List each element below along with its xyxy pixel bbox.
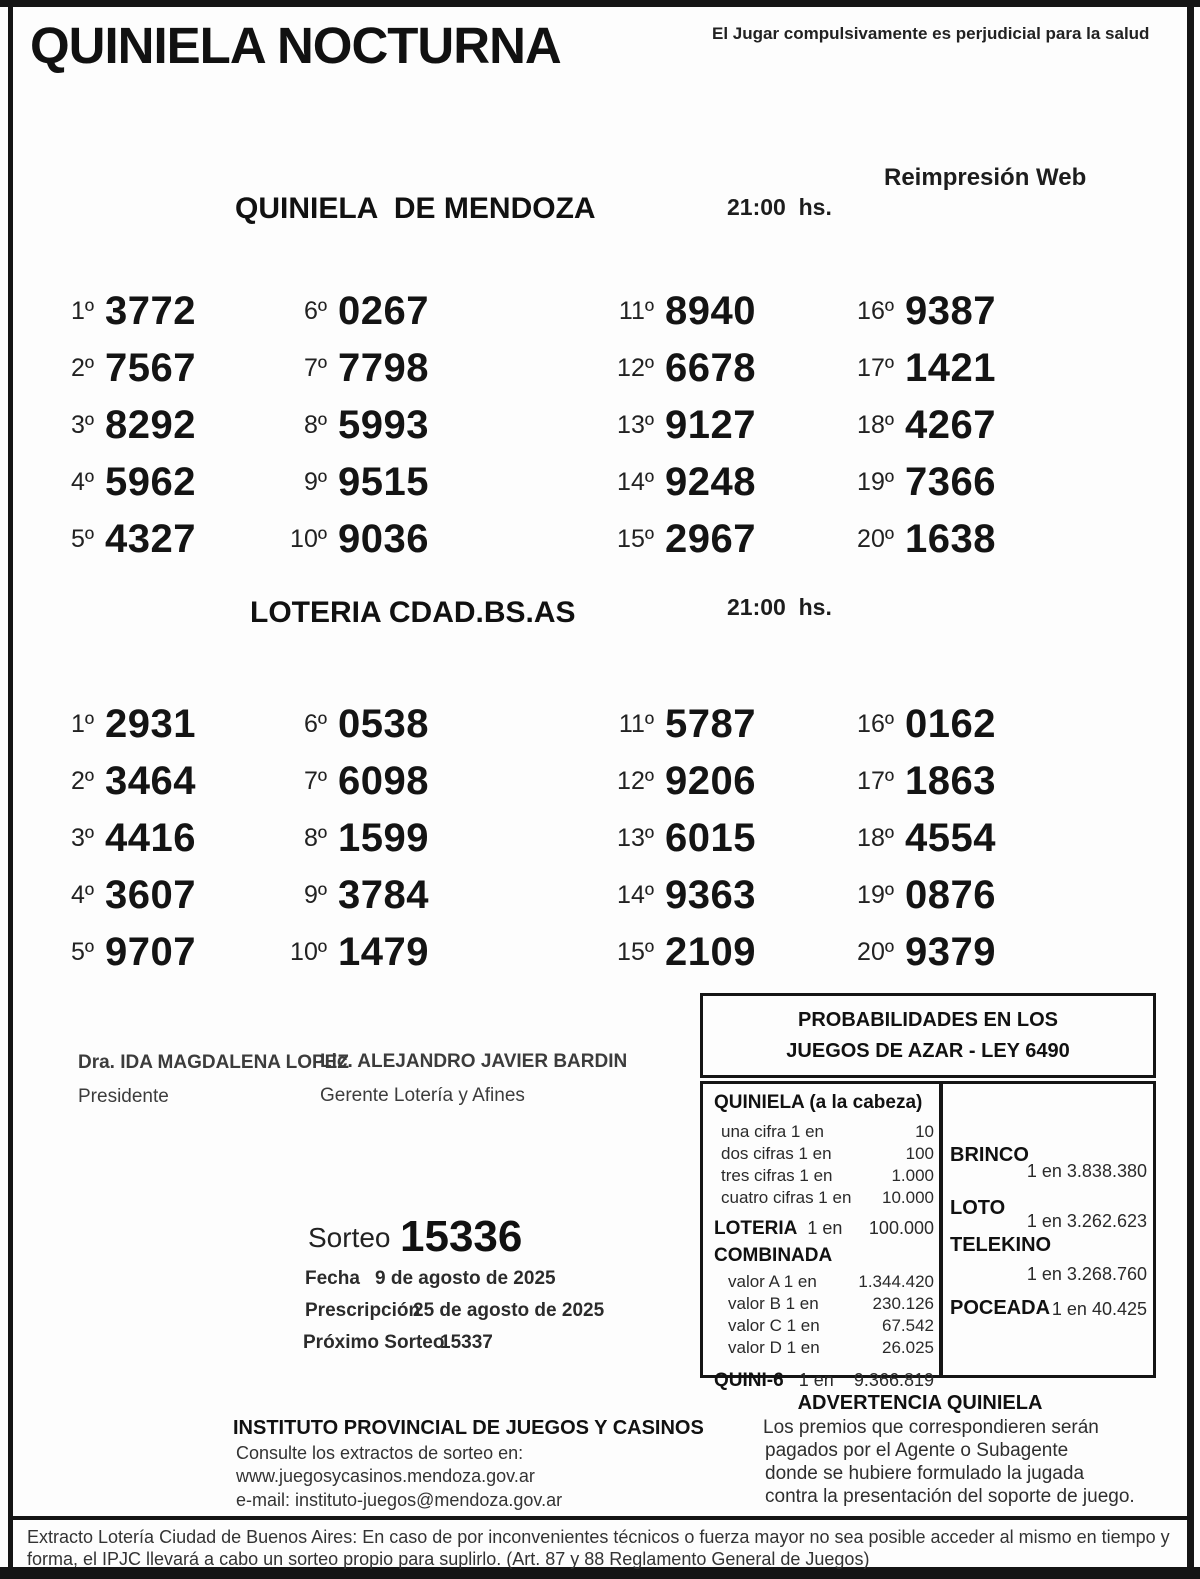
result-number: 1479 (338, 930, 429, 974)
result-item (590, 454, 756, 511)
result-item (30, 283, 196, 340)
odds-label: valor D 1 en (728, 1338, 820, 1357)
result-item (590, 867, 756, 924)
odds-label: una cifra 1 en (721, 1122, 825, 1141)
odds-row (714, 1187, 934, 1209)
result-item (590, 753, 756, 810)
odds-value: 10 (915, 1122, 934, 1141)
result-position: 17º (857, 354, 894, 382)
loto-odds-label: LOTO (950, 1197, 1006, 1219)
draw1-column-1 (30, 283, 196, 568)
result-number: 6678 (665, 346, 756, 390)
draw2-time: 21:00 hs. (727, 594, 832, 620)
probabilities-body (700, 1081, 1156, 1391)
result-number: 9127 (665, 403, 756, 447)
result-number: 1599 (338, 816, 429, 860)
result-number: 8940 (665, 289, 756, 333)
result-number: 3772 (105, 289, 196, 333)
odds-value: 1.344.420 (858, 1272, 934, 1291)
result-item (263, 283, 429, 340)
result-item (590, 696, 756, 753)
result-position: 11º (618, 297, 654, 325)
result-item (30, 454, 196, 511)
result-position: 18º (857, 411, 894, 439)
result-number: 8292 (105, 403, 196, 447)
result-position: 8º (303, 411, 327, 439)
result-number: 4416 (105, 816, 196, 860)
result-number: 4327 (105, 517, 196, 561)
result-position: 9º (303, 468, 327, 496)
result-number: 1421 (905, 346, 996, 390)
result-number: 5993 (338, 403, 429, 447)
result-number: 9379 (905, 930, 996, 974)
institute-email: e-mail: instituto-juegos@mendoza.gov.ar (236, 1490, 563, 1510)
result-position: 8º (303, 824, 327, 852)
reprint-web-label: Reimpresión Web (884, 164, 1087, 191)
result-position: 6º (303, 710, 327, 738)
loto-odds-value: 1 en 3.262.623 (1026, 1211, 1147, 1231)
result-item (263, 810, 429, 867)
result-item (590, 340, 756, 397)
result-item (830, 454, 996, 511)
result-item (590, 283, 756, 340)
result-item (30, 340, 196, 397)
institute-name: INSTITUTO PROVINCIAL DE JUEGOS Y CASINOS (233, 1417, 704, 1439)
telekino-odds-value: 1 en 3.268.760 (1026, 1264, 1147, 1284)
result-position: 19º (857, 881, 894, 909)
page-border-top (0, 0, 1200, 7)
result-position: 3º (70, 824, 94, 852)
result-number: 3784 (338, 873, 429, 917)
odds-row (714, 1315, 934, 1337)
brinco-odds-label: BRINCO (950, 1144, 1029, 1166)
result-item (30, 511, 196, 568)
sorteo-label: Sorteo (308, 1222, 391, 1253)
odds-label: valor A 1 en (728, 1272, 817, 1291)
result-position: 17º (857, 767, 894, 795)
result-number: 4267 (905, 403, 996, 447)
result-number: 0267 (338, 289, 429, 333)
probabilities-right-column (939, 1084, 1153, 1375)
quini6-odds-value: 9.366.819 (853, 1370, 934, 1390)
result-number: 0876 (905, 873, 996, 917)
result-position: 3º (70, 411, 94, 439)
result-item (590, 810, 756, 867)
official-president-name: Dra. IDA MAGDALENA LOPEZ (78, 1052, 349, 1073)
result-number: 9387 (905, 289, 996, 333)
result-item (830, 867, 996, 924)
proximo-sorteo-label: Próximo Sorteo (303, 1332, 445, 1353)
poceada-odds-value: 1 en 40.425 (1051, 1299, 1147, 1319)
odds-label: tres cifras 1 en (721, 1166, 833, 1185)
odds-row (714, 1337, 934, 1359)
result-position: 10º (290, 525, 327, 553)
result-position: 5º (70, 938, 94, 966)
prescripcion-value: 25 de agosto de 2025 (413, 1300, 605, 1321)
probabilities-box (700, 993, 1156, 1391)
result-position: 5º (70, 525, 94, 553)
result-item (263, 753, 429, 810)
result-number: 1863 (905, 759, 996, 803)
institute-consult-line: Consulte los extractos de sorteo en: (236, 1443, 524, 1463)
odds-row (714, 1143, 934, 1165)
draw2-column-2 (263, 696, 429, 981)
result-item (263, 511, 429, 568)
result-number: 2967 (665, 517, 756, 561)
draw1-time: 21:00 hs. (727, 194, 832, 220)
result-position: 20º (857, 938, 894, 966)
footer-disclaimer-line: forma, el IPJC llevará a cabo un sorteo propio para suplirlo. (Art. 87 y 88 Reglamento General de Juegos) (27, 1549, 870, 1569)
result-item (30, 810, 196, 867)
result-position: 1º (70, 710, 94, 738)
result-position: 10º (290, 938, 327, 966)
result-number: 7567 (105, 346, 196, 390)
result-number: 5787 (665, 702, 756, 746)
advertencia-line: donde se hubiere formulado la jugada (765, 1463, 1085, 1484)
result-item (830, 283, 996, 340)
advertencia-title: ADVERTENCIA QUINIELA (797, 1392, 1043, 1414)
telekino-odds-label: TELEKINO (950, 1234, 1052, 1256)
advertencia-line: Los premios que correspondieren serán (763, 1417, 1099, 1438)
result-position: 19º (857, 468, 894, 496)
result-position: 2º (70, 354, 94, 382)
result-number: 2931 (105, 702, 196, 746)
result-position: 12º (617, 767, 654, 795)
odds-value: 230.126 (872, 1294, 934, 1313)
probabilities-title-line2: JUEGOS DE AZAR - LEY 6490 (786, 1039, 1070, 1062)
health-warning-text: El Jugar compulsivamente es perjudicial para la salud (712, 24, 1150, 43)
odds-label: valor C 1 en (728, 1316, 820, 1335)
result-number: 6015 (665, 816, 756, 860)
draw1-title: QUINIELA DE MENDOZA (235, 192, 596, 225)
result-item (830, 340, 996, 397)
result-item (30, 924, 196, 981)
result-item (30, 397, 196, 454)
result-item (830, 753, 996, 810)
official-manager-role: Gerente Lotería y Afines (320, 1085, 525, 1106)
result-position: 4º (70, 468, 94, 496)
draw2-column-4 (830, 696, 996, 981)
advertencia-line: contra la presentación del soporte de juego. (765, 1486, 1135, 1507)
result-item (590, 511, 756, 568)
result-item (30, 696, 196, 753)
fecha-label: Fecha (305, 1268, 360, 1289)
loteria-odds-row (714, 1218, 934, 1240)
result-number: 1638 (905, 517, 996, 561)
proximo-sorteo-value: 15337 (440, 1332, 493, 1353)
result-number: 7798 (338, 346, 429, 390)
advertencia-line: pagados por el Agente o Subagente (765, 1440, 1069, 1461)
odds-label: dos cifras 1 en (721, 1144, 832, 1163)
footer-disclaimer-line: Extracto Lotería Ciudad de Buenos Aires: En caso de por inconvenientes técnicos o fuerza mayor no sea posible acceder al mismo en tiempo y (27, 1527, 1170, 1547)
result-number: 2109 (665, 930, 756, 974)
result-position: 15º (617, 525, 654, 553)
draw2-column-3 (590, 696, 756, 981)
result-position: 18º (857, 824, 894, 852)
result-item (263, 867, 429, 924)
quini6-odds-mid: 1 en (798, 1370, 834, 1390)
result-item (30, 867, 196, 924)
result-position: 16º (857, 710, 894, 738)
odds-label: cuatro cifras 1 en (721, 1188, 852, 1207)
result-position: 2º (70, 767, 94, 795)
loteria-odds-mid: 1 en (807, 1218, 843, 1238)
result-position: 16º (857, 297, 894, 325)
result-item (263, 924, 429, 981)
odds-row (714, 1121, 934, 1143)
result-position: 9º (303, 881, 327, 909)
result-position: 13º (617, 824, 654, 852)
loteria-odds-value: 100.000 (868, 1218, 934, 1238)
page-border-right (1187, 0, 1194, 1579)
result-number: 9206 (665, 759, 756, 803)
result-position: 12º (617, 354, 654, 382)
page-title: QUINIELA NOCTURNA (30, 17, 561, 74)
result-position: 1º (70, 297, 94, 325)
result-position: 20º (857, 525, 894, 553)
result-item (263, 397, 429, 454)
result-number: 5962 (105, 460, 196, 504)
odds-value: 26.025 (882, 1338, 934, 1357)
result-item (830, 696, 996, 753)
result-item (590, 924, 756, 981)
result-number: 9036 (338, 517, 429, 561)
draw1-column-2 (263, 283, 429, 568)
page-border-left (8, 0, 13, 1579)
result-position: 7º (303, 354, 327, 382)
sorteo-number: 15336 (400, 1212, 523, 1261)
result-item (830, 924, 996, 981)
odds-row (714, 1293, 934, 1315)
result-number: 9515 (338, 460, 429, 504)
footer-divider (13, 1516, 1187, 1520)
fecha-value: 9 de agosto de 2025 (375, 1268, 556, 1289)
probabilities-title-line1: PROBABILIDADES EN LOS (797, 1008, 1059, 1031)
result-item (30, 753, 196, 810)
result-position: 13º (617, 411, 654, 439)
result-number: 7366 (905, 460, 996, 504)
odds-value: 100 (905, 1144, 934, 1163)
odds-value: 67.542 (882, 1316, 934, 1335)
probabilities-left-column (703, 1084, 939, 1391)
result-number: 0538 (338, 702, 429, 746)
result-position: 14º (617, 881, 654, 909)
draw2-column-1 (30, 696, 196, 981)
prescripcion-label: Prescripción (305, 1300, 421, 1321)
loteria-odds-label: LOTERIA (714, 1218, 798, 1239)
odds-value: 1.000 (891, 1166, 934, 1185)
quini6-odds-row (714, 1370, 934, 1392)
quini6-odds-label: QUINI-6 (714, 1370, 784, 1391)
result-position: 7º (303, 767, 327, 795)
odds-value: 10.000 (882, 1188, 934, 1207)
result-item (263, 454, 429, 511)
combinada-odds-header: COMBINADA (714, 1245, 833, 1266)
result-position: 15º (617, 938, 654, 966)
result-number: 6098 (338, 759, 429, 803)
result-item (830, 397, 996, 454)
quiniela-odds-header: QUINIELA (a la cabeza) (714, 1092, 923, 1113)
result-item (263, 340, 429, 397)
result-position: 14º (617, 468, 654, 496)
result-item (830, 810, 996, 867)
draw1-column-4 (830, 283, 996, 568)
result-number: 0162 (905, 702, 996, 746)
brinco-odds-value: 1 en 3.838.380 (1026, 1161, 1147, 1181)
draw1-column-3 (590, 283, 756, 568)
result-item (590, 397, 756, 454)
result-position: 4º (70, 881, 94, 909)
result-number: 9707 (105, 930, 196, 974)
odds-row (714, 1271, 934, 1293)
draw2-title: LOTERIA CDAD.BS.AS (250, 596, 576, 629)
result-number: 9248 (665, 460, 756, 504)
result-number: 4554 (905, 816, 996, 860)
odds-label: valor B 1 en (728, 1294, 819, 1313)
result-item (830, 511, 996, 568)
result-number: 3464 (105, 759, 196, 803)
result-position: 11º (618, 710, 654, 738)
result-number: 3607 (105, 873, 196, 917)
official-president-role: Presidente (78, 1086, 169, 1107)
result-item (263, 696, 429, 753)
result-number: 9363 (665, 873, 756, 917)
probabilities-title (700, 993, 1156, 1078)
result-position: 6º (303, 297, 327, 325)
institute-website: www.juegosycasinos.mendoza.gov.ar (236, 1466, 535, 1486)
odds-row (714, 1165, 934, 1187)
poceada-odds-label: POCEADA (950, 1297, 1051, 1319)
official-manager-name: Lic. ALEJANDRO JAVIER BARDIN (320, 1051, 628, 1072)
